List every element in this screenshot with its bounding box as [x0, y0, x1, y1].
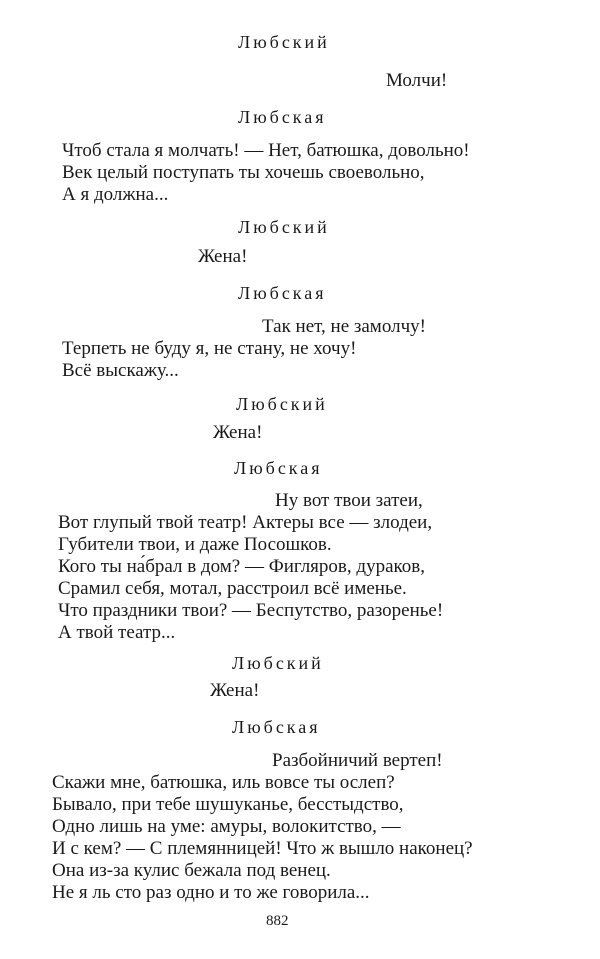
verse-line: И с кем? — С племянницей! Что ж вышло наконец? [52, 838, 473, 859]
speaker-name: Любская [238, 107, 327, 127]
verse-line: Терпеть не буду я, не стану, не хочу! [62, 338, 357, 359]
verse-line: Кого ты на́брал в дом? — Фигляров, дураков, [58, 556, 425, 577]
verse-line: Она из-за кулис бежала под венец. [52, 860, 331, 881]
verse-line: А я должна... [62, 184, 169, 205]
verse-line: А твой театр... [58, 622, 176, 643]
verse-line: Молчи! [386, 70, 448, 91]
verse-line: Разбойничий вертеп! [272, 750, 443, 771]
verse-line: Жена! [213, 422, 263, 443]
speaker-name: Любский [238, 32, 330, 52]
verse-line: Век целый поступать ты хочешь своевольно, [62, 162, 425, 183]
verse-line: Ну вот твои затеи, [275, 490, 423, 511]
verse-line: Вот глупый твой театр! Актеры все — злодеи, [58, 512, 433, 533]
speaker-name: Любская [234, 458, 323, 478]
speaker-name: Любский [236, 394, 328, 414]
speaker-name: Любская [232, 717, 321, 737]
verse-line: Одно лишь на уме: амуры, волокитство, — [52, 816, 401, 837]
verse-line: Жена! [210, 680, 260, 701]
verse-line: Губители твои, и даже Посошков. [58, 534, 332, 555]
verse-line: Чтоб стала я молчать! — Нет, батюшка, довольно! [62, 140, 470, 161]
verse-line: Бывало, при тебе шушуканье, бесстыдство, [52, 794, 404, 815]
verse-line: Жена! [198, 246, 248, 267]
verse-line: Скажи мне, батюшка, иль вовсе ты ослеп? [52, 772, 395, 793]
verse-line: Не я ль сто раз одно и то же говорила... [52, 882, 370, 903]
verse-line: Всё выскажу... [62, 360, 179, 381]
speaker-name: Любская [238, 283, 327, 303]
verse-line: Срамил себя, мотал, расстроил всё именье. [58, 578, 407, 599]
page-number: 882 [266, 913, 289, 929]
verse-line: Так нет, не замолчу! [262, 316, 426, 337]
speaker-name: Любский [232, 653, 324, 673]
speaker-name: Любский [238, 217, 330, 237]
verse-line: Что праздники твои? — Беспутство, разоренье! [58, 600, 444, 621]
